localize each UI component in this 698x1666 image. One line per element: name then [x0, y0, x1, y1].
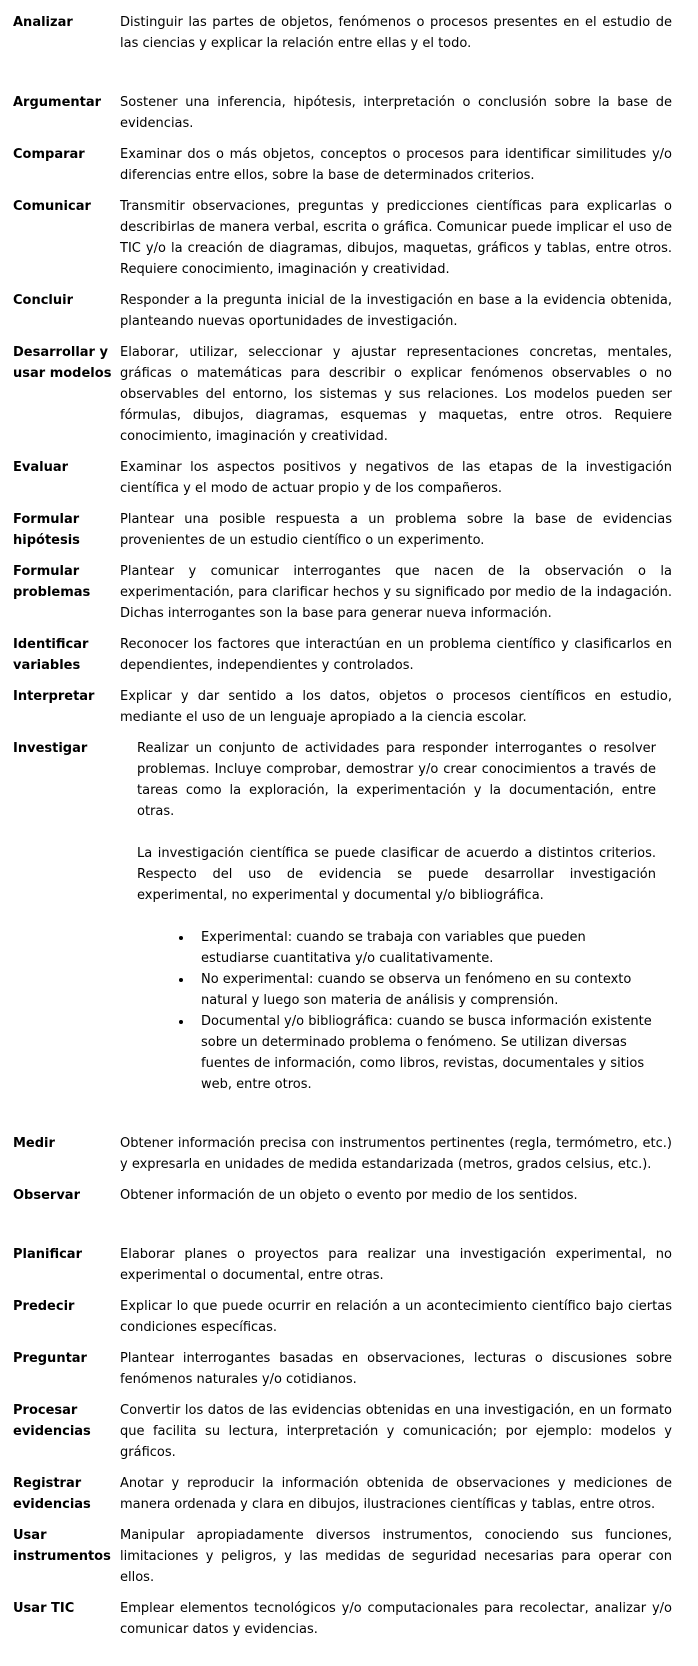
definition-interpretar: Explicar y dar sentido a los datos, objetos o procesos científicos en estudio, mediante el uso de un lenguaje apropiado a la ciencia escolar. — [120, 689, 672, 725]
term-formular-hipotesis: Formular hipótesis — [13, 512, 80, 548]
term-usar-tic: Usar TIC — [13, 1601, 75, 1616]
term-preguntar: Preguntar — [13, 1351, 87, 1366]
entry-desarrollar-y-usar-modelos — [13, 342, 672, 447]
definition-comparar: Examinar dos o más objetos, conceptos o procesos para identificar similitudes y/o diferencias entre ellos, sobre la base de determinados criterios. — [120, 147, 672, 183]
term-registrar-evidencias: Registrar evidencias — [13, 1476, 91, 1512]
entry-usar-tic — [13, 1598, 672, 1640]
definition-planificar: Elaborar planes o proyectos para realizar una investigación experimental, no experimental o documental, entre otras. — [120, 1247, 672, 1283]
term-planificar: Planificar — [13, 1247, 82, 1262]
entry-preguntar — [13, 1348, 672, 1390]
definition-usar-instrumentos: Manipular apropiadamente diversos instrumentos, conociendo sus funciones, limitaciones y peligros, y las medidas de seguridad necesarias para operar con ellos. — [120, 1528, 672, 1585]
term-medir: Medir — [13, 1136, 55, 1151]
entry-comparar — [13, 144, 672, 186]
term-argumentar: Argumentar — [13, 95, 102, 110]
investigar-paragraph-2: La investigación científica se puede clasificar de acuerdo a distintos criterios. Respecto del uso de evidencia se puede desarrollar investigación experimental, no experimental y documental y/o bibliográfica. — [137, 846, 656, 903]
definition-registrar-evidencias: Anotar y reproducir la información obtenida de observaciones y mediciones de manera ordenada y clara en dibujos, ilustraciones científicas y tablas, entre otros. — [120, 1476, 672, 1512]
entry-observar — [13, 1185, 672, 1206]
term-procesar-evidencias: Procesar evidencias — [13, 1403, 91, 1439]
definition-desarrollar-y-usar-modelos: Elaborar, utilizar, seleccionar y ajustar representaciones concretas, mentales, gráficas o matemáticas para describir o explicar fenómenos observables o no observables del entorno, los sistemas y sus relaciones. Los modelos pueden ser fórmulas, dibujos, diagramas, esquemas y maquetas, entre otros. Requiere conocimiento, imaginación y creatividad. — [120, 345, 672, 444]
entry-planificar — [13, 1244, 672, 1286]
entry-concluir — [13, 290, 672, 332]
entry-identificar-variables — [13, 634, 672, 676]
term-comparar: Comparar — [13, 147, 85, 162]
term-observar: Observar — [13, 1188, 80, 1203]
definition-medir: Obtener información precisa con instrumentos pertinentes (regla, termómetro, etc.) y expresarla en unidades de medida estandarizada (metros, grados celsius, etc.). — [120, 1136, 672, 1172]
entry-evaluar — [13, 457, 672, 499]
entry-argumentar — [13, 92, 672, 134]
bullet-no-experimental: • No experimental: cuando se observa un fenómeno en su contexto natural y luego son materia de análisis y comprensión. — [193, 969, 656, 1011]
term-formular-problemas: Formular problemas — [13, 564, 91, 600]
term-desarrollar-y-usar-modelos: Desarrollar y usar modelos — [13, 345, 112, 381]
bullet-experimental: • Experimental: cuando se trabaja con variables que pueden estudiarse cuantitativa y/o cualitativamente. — [193, 927, 656, 969]
term-usar-instrumentos: Usar instrumentos — [13, 1528, 111, 1564]
term-identificar-variables: Identificar variables — [13, 637, 89, 673]
term-predecir: Predecir — [13, 1299, 75, 1314]
definition-comunicar: Transmitir observaciones, preguntas y predicciones científicas para explicarlas o describirlas de manera verbal, escrita o gráfica. Comunicar puede implicar el uso de TIC y/o la creación de diagramas, dibujos, maquetas, gráficos y tablas, entre otros. Requiere conocimiento, imaginación y creatividad. — [120, 199, 672, 277]
definition-usar-tic: Emplear elementos tecnológicos y/o computacionales para recolectar, analizar y/o comunicar datos y evidencias. — [120, 1601, 672, 1637]
definition-identificar-variables: Reconocer los factores que interactúan en un problema científico y clasificarlos en dependientes, independientes y controlados. — [120, 637, 672, 673]
entry-predecir — [13, 1296, 672, 1338]
definition-preguntar: Plantear interrogantes basadas en observaciones, lecturas o discusiones sobre fenómenos naturales y/o cotidianos. — [120, 1351, 672, 1387]
term-analizar: Analizar — [13, 15, 73, 30]
entry-usar-instrumentos — [13, 1525, 672, 1588]
definition-concluir: Responder a la pregunta inicial de la investigación en base a la evidencia obtenida, planteando nuevas oportunidades de investigación. — [120, 293, 672, 329]
definition-evaluar: Examinar los aspectos positivos y negativos de las etapas de la investigación científica y el modo de actuar propio y de los compañeros. — [120, 460, 672, 496]
definition-investigar — [120, 738, 672, 1095]
definition-observar: Obtener información de un objeto o evento por medio de los sentidos. — [120, 1188, 578, 1203]
definition-predecir: Explicar lo que puede ocurrir en relación a un acontecimiento científico bajo ciertas condiciones específicas. — [120, 1299, 672, 1335]
term-comunicar: Comunicar — [13, 199, 91, 214]
investigar-paragraph-1: Realizar un conjunto de actividades para responder interrogantes o resolver problemas. Incluye comprobar, demostrar y/o crear conocimientos a través de tareas como la exploración, la experimentación y la documentación, entre otras. — [137, 741, 656, 819]
entry-procesar-evidencias — [13, 1400, 672, 1463]
definition-formular-problemas: Plantear y comunicar interrogantes que nacen de la observación o la experimentación, para clarificar hechos y su significado por medio de la indagación. Dichas interrogantes son la base para generar nueva información. — [120, 564, 672, 621]
entry-investigar — [13, 738, 672, 1095]
definition-analizar: Distinguir las partes de objetos, fenómenos o procesos presentes en el estudio de las ciencias y explicar la relación entre ellas y el todo. — [120, 15, 672, 51]
definition-argumentar: Sostener una inferencia, hipótesis, interpretación o conclusión sobre la base de evidencias. — [120, 95, 672, 131]
investigar-bullet-list — [137, 927, 656, 1095]
entry-medir — [13, 1133, 672, 1175]
bullet-documental-bibliografica: • Documental y/o bibliográfica: cuando se busca información existente sobre un determinado problema o fenómeno. Se utilizan diversas fuentes de información, como libros, revistas, documentales y sitios web, entre otros. — [193, 1011, 656, 1095]
entry-formular-problemas — [13, 561, 672, 624]
term-concluir: Concluir — [13, 293, 74, 308]
term-investigar: Investigar — [13, 741, 88, 756]
entry-formular-hipotesis — [13, 509, 672, 551]
entry-comunicar — [13, 196, 672, 280]
definition-procesar-evidencias: Convertir los datos de las evidencias obtenidas en una investigación, en un formato que facilita su lectura, interpretación y comunicación; por ejemplo: modelos y gráficos. — [120, 1403, 672, 1460]
entry-analizar — [13, 12, 672, 54]
definition-formular-hipotesis: Plantear una posible respuesta a un problema sobre la base de evidencias provenientes de un estudio científico o un experimento. — [120, 512, 672, 548]
entry-interpretar — [13, 686, 672, 728]
entry-registrar-evidencias — [13, 1473, 672, 1515]
term-interpretar: Interpretar — [13, 689, 95, 704]
term-evaluar: Evaluar — [13, 460, 69, 475]
